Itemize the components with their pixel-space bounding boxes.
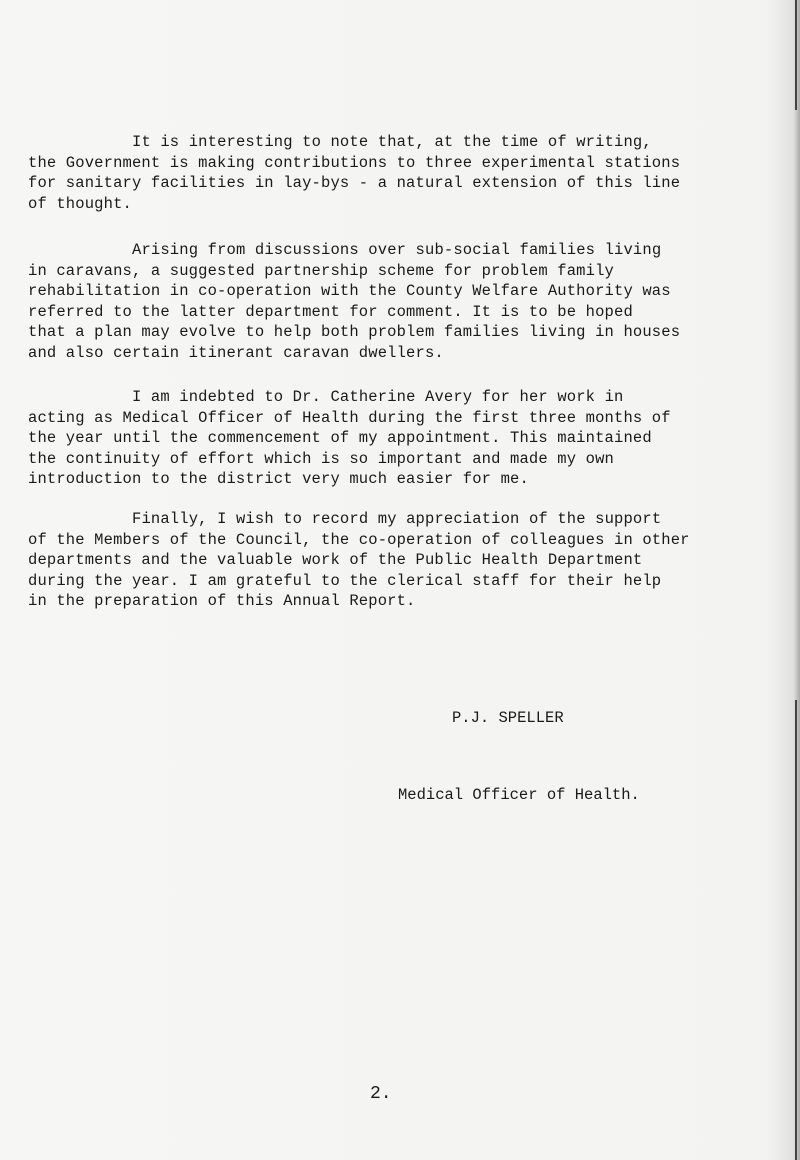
text-line: the year until the commencement of my appointment. This maintained — [28, 429, 652, 447]
text-line: Arising from discussions over sub-social families living — [132, 241, 662, 259]
text-line: departments and the valuable work of the Public Health Department — [28, 551, 643, 569]
page-number: 2. — [370, 1084, 392, 1104]
paragraph-government-contributions — [28, 132, 788, 214]
text-line: rehabilitation in co-operation with the County Welfare Authority was — [28, 282, 671, 300]
text-line: introduction to the district very much easier for me. — [28, 470, 529, 488]
text-line: for sanitary facilities in lay-bys - a natural extension of this line — [28, 174, 681, 192]
text-line: and also certain itinerant caravan dwellers. — [28, 343, 444, 362]
text-line: acting as Medical Officer of Health during the first three months of — [28, 408, 671, 427]
paragraph-caravan-families — [28, 240, 788, 363]
text-line: in caravans, a suggested partnership scheme for problem family — [28, 261, 614, 280]
text-line: of the Members of the Council, the co-operation of colleagues in other — [28, 530, 690, 549]
text-line: the continuity of effort which is so important and made my own — [28, 449, 614, 468]
text-line: Finally, I wish to record my appreciation of the support — [132, 510, 662, 528]
page-edge-line — [795, 700, 797, 1160]
signature-name: P.J. SPELLER — [452, 709, 564, 727]
text-line: I am indebted to Dr. Catherine Avery for her work in — [132, 388, 624, 406]
text-line: during the year. I am grateful to the clerical staff for their help — [28, 571, 662, 590]
text-line: It is interesting to note that, at the time of writing, — [132, 133, 652, 151]
page-edge-line — [795, 0, 797, 110]
paragraph-acknowledgement-dr-avery — [28, 387, 788, 490]
text-line: of thought. — [28, 194, 132, 213]
text-line: in the preparation of this Annual Report. — [28, 592, 416, 610]
signature-title: Medical Officer of Health. — [398, 786, 640, 804]
paragraph-closing-appreciation — [28, 509, 788, 612]
text-line: that a plan may evolve to help both problem families living in houses — [28, 323, 681, 341]
text-line: the Government is making contributions to three experimental stations — [28, 153, 681, 172]
text-line: referred to the latter department for comment. It is to be hoped — [28, 302, 633, 321]
